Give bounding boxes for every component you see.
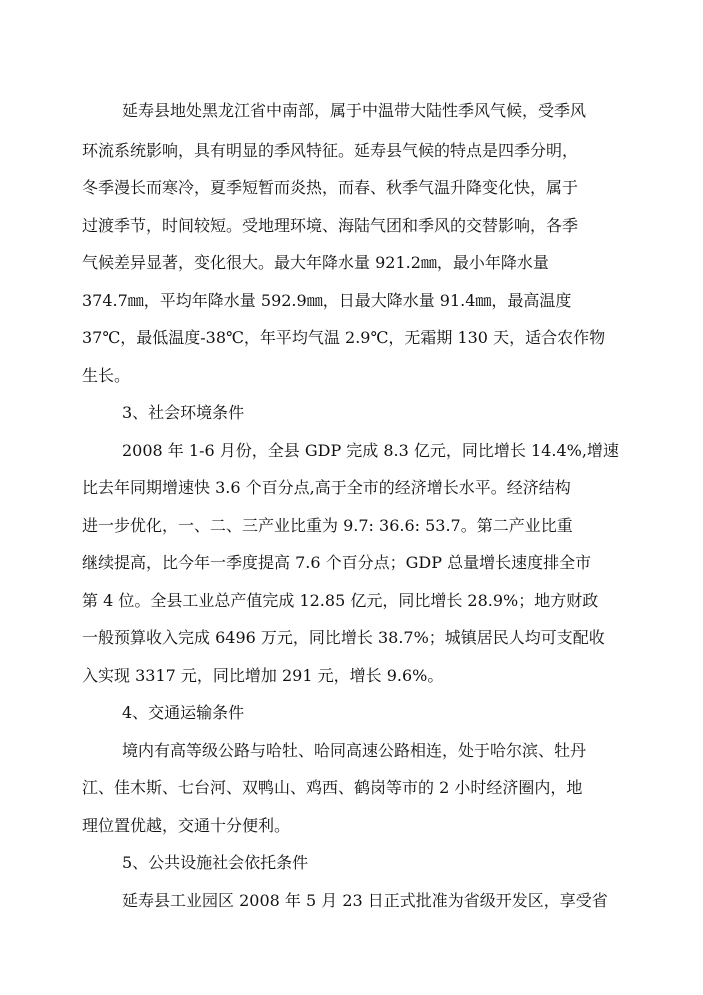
paragraph-social-line-7: 入实现 3317 元，同比增加 291 元，增长 9.6%。 — [82, 666, 444, 685]
paragraph-climate-line-1: 延寿县地处黑龙江省中南部，属于中温带大陆性季风气候，受季风 — [122, 101, 587, 120]
paragraph-transport-line-2: 江、佳木斯、七台河、双鸭山、鸡西、鹤岗等市的 2 小时经济圈内，地 — [82, 778, 583, 797]
paragraph-transport-line-1: 境内有高等级公路与哈牡、哈同高速公路相连，处于哈尔滨、牡丹 — [122, 741, 587, 760]
paragraph-climate-line-8: 生长。 — [82, 366, 131, 385]
section-heading-transport: 4、交通运输条件 — [122, 703, 245, 722]
paragraph-social-line-1: 2008 年 1-6 月份，全县 GDP 完成 8.3 亿元，同比增长 14.4%,增速 — [122, 441, 619, 460]
paragraph-social-line-2: 比去年同期增速快 3.6 个百分点,高于全市的经济增长水平。经济结构 — [82, 478, 571, 497]
paragraph-climate-line-7: 37℃，最低温度-38℃，年平均气温 2.9℃，无霜期 130 天，适合农作物 — [82, 328, 606, 347]
paragraph-climate-line-5: 气候差异显著，变化很大。最大年降水量 921.2㎜，最小年降水量 — [82, 253, 549, 272]
section-heading-public-facilities: 5、公共设施社会依托条件 — [122, 853, 309, 872]
paragraph-climate-line-4: 过渡季节，时间较短。受地理环境、海陆气团和季风的交替影响，各季 — [82, 216, 579, 235]
paragraph-social-line-3: 进一步优化，一、二、三产业比重为 9.7: 36.6: 53.7。第二产业比重 — [82, 516, 573, 535]
paragraph-climate-line-3: 冬季漫长而寒冷，夏季短暂而炎热，而春、秋季气温升降变化快，属于 — [82, 178, 579, 197]
paragraph-climate-line-2: 环流系统影响，具有明显的季风特征。延寿县气候的特点是四季分明， — [82, 141, 579, 160]
paragraph-social-line-5: 第 4 位。全县工业总产值完成 12.85 亿元，同比增长 28.9%；地方财政 — [82, 591, 599, 610]
paragraph-public-facilities-line-1: 延寿县工业园区 2008 年 5 月 23 日正式批准为省级开发区，享受省 — [122, 891, 608, 910]
section-heading-social: 3、社会环境条件 — [122, 403, 245, 422]
paragraph-social-line-6: 一般预算收入完成 6496 万元，同比增长 38.7%；城镇居民人均可支配收 — [82, 628, 605, 647]
paragraph-transport-line-3: 理位置优越，交通十分便利。 — [82, 816, 291, 835]
paragraph-social-line-4: 继续提高，比今年一季度提高 7.6 个百分点；GDP 总量增长速度排全市 — [82, 553, 592, 572]
paragraph-climate-line-6: 374.7㎜，平均年降水量 592.9㎜，日最大降水量 91.4㎜，最高温度 — [82, 291, 572, 310]
